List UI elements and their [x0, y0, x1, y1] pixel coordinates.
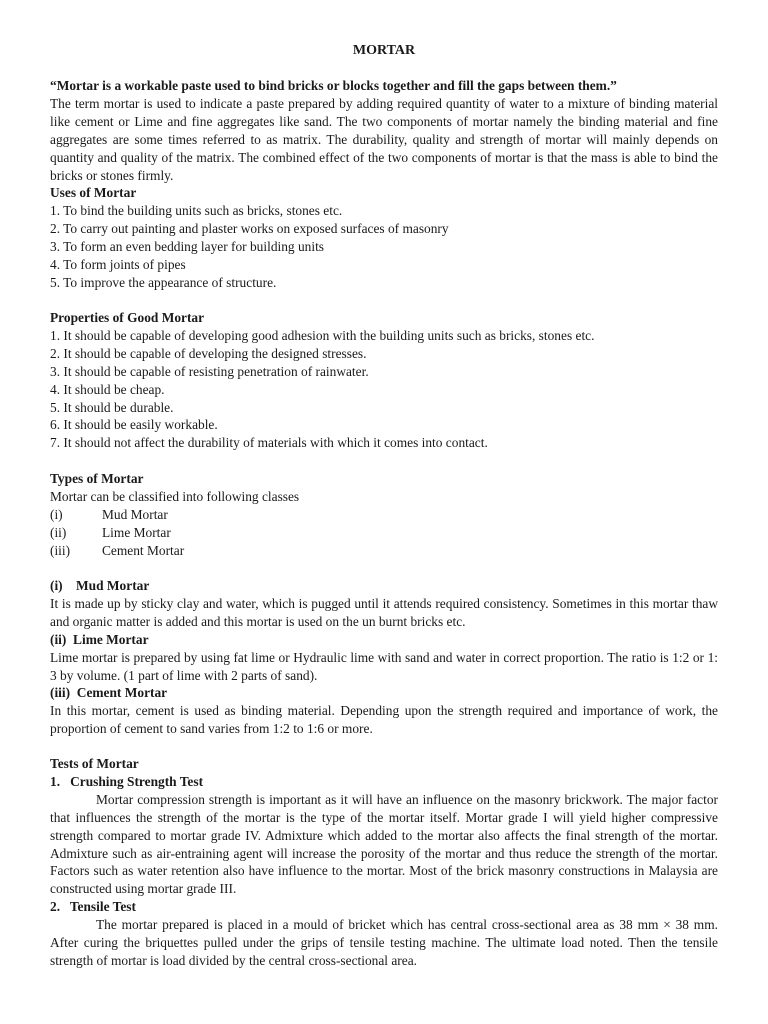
mud-mortar-heading: (i) Mud Mortar [50, 578, 150, 593]
crushing-test-heading: 1. Crushing Strength Test [50, 773, 204, 789]
uses-item: 5. To improve the appearance of structure. [50, 274, 277, 290]
types-item-number: (i) [50, 506, 63, 522]
properties-section [50, 309, 718, 452]
properties-item: 4. It should be cheap. [50, 381, 165, 397]
uses-item: 3. To form an even bedding layer for building units [50, 239, 325, 255]
types-item [50, 524, 718, 542]
tests-section [50, 755, 718, 970]
properties-heading: Properties of Good Mortar [50, 310, 205, 325]
intro-section [50, 77, 718, 292]
types-heading: Types of Mortar [50, 471, 144, 486]
cement-mortar-text: In this mortar, cement is used as binding material. Depending upon the strength required and importance of work, the proportion of cement to sand varies from 1:2 to 1:6 or more. [50, 703, 718, 737]
lime-mortar-heading: (ii) Lime Mortar [50, 631, 149, 647]
properties-item: 3. It should be capable of resisting penetration of rainwater. [50, 363, 369, 379]
types-item-number: (iii) [50, 542, 71, 558]
crushing-test-text: Mortar compression strength is important as it will have an influence on the masonry brickwork. The major factor that influences the strength of the mortar is the type of the mortar itself. Mortar grade I will yield higher compressive strength compared to mortar grade IV. Admixture which added to the mortar also affects the final strength of the mortar. Admixture such as air-entraining agent will increase the porosity of the mortar and thus reduce the strength of the mortar. Factors such as water retention also have influence to the mortar. Most of the brick masonry constructions in Malaysia are constructed using mortar grade III. [50, 791, 718, 897]
uses-heading: Uses of Mortar [50, 185, 137, 201]
types-item [50, 542, 718, 560]
types-item-label: Cement Mortar [102, 542, 185, 558]
tests-heading: Tests of Mortar [50, 756, 139, 771]
intro-paragraph: The term mortar is used to indicate a paste prepared by adding required quantity of water to a mixture of binding material like cement or Lime and fine aggregates like sand. The two components of mortar namely the binding material and fine aggregates are some times referred to as matrix. The durability, quality and strength of mortar will mainly depends on quantity and quality of the matrix. The combined effect of the two components of mortar is that the mass is able to bind the bricks or stones firmly. [50, 95, 718, 183]
mud-mortar-text: It is made up by sticky clay and water, which is pugged until it attends required consistency. Sometimes in this mortar thaw and organic matter is added and this mortar is used on the un burnt bricks etc. [50, 595, 718, 629]
cement-mortar-heading: (iii) Cement Mortar [50, 685, 168, 701]
properties-item: 6. It should be easily workable. [50, 417, 218, 433]
properties-item: 2. It should be capable of developing the designed stresses. [50, 345, 367, 361]
mortar-types-detail [50, 577, 718, 738]
properties-item: 7. It should not affect the durability of materials with which it comes into contact. [50, 435, 488, 451]
types-item-number: (ii) [50, 524, 67, 540]
lime-mortar-text: Lime mortar is prepared by using fat lime or Hydraulic lime with sand and water in correct proportion. The ratio is 1:2 or 1: 3 by volume. (1 part of lime with 2 parts of sand). [50, 649, 718, 683]
uses-item: 4. To form joints of pipes [50, 257, 186, 273]
definition-quote: “Mortar is a workable paste used to bind bricks or blocks together and fill the gaps between them.” [50, 78, 617, 93]
page-title: MORTAR [352, 43, 416, 58]
types-section [50, 470, 718, 560]
types-item [50, 506, 718, 524]
properties-item: 1. It should be capable of developing good adhesion with the building units such as bricks, stones etc. [50, 327, 595, 343]
uses-item: 2. To carry out painting and plaster works on exposed surfaces of masonry [50, 221, 449, 237]
types-item-label: Lime Mortar [102, 524, 171, 540]
uses-item: 1. To bind the building units such as bricks, stones etc. [50, 203, 343, 219]
types-item-label: Mud Mortar [102, 506, 168, 522]
types-intro: Mortar can be classified into following classes [50, 488, 300, 504]
tensile-test-heading: 2. Tensile Test [50, 899, 136, 915]
tensile-test-text: The mortar prepared is placed in a mould of bricket which has central cross-sectional area as 38 mm × 38 mm. After curing the briquettes pulled under the grips of tensile testing machine. The ultimate load noted. Then the tensile strength of mortar is load divided by the central cross-sectional area. [50, 917, 718, 968]
properties-item: 5. It should be durable. [50, 399, 174, 415]
